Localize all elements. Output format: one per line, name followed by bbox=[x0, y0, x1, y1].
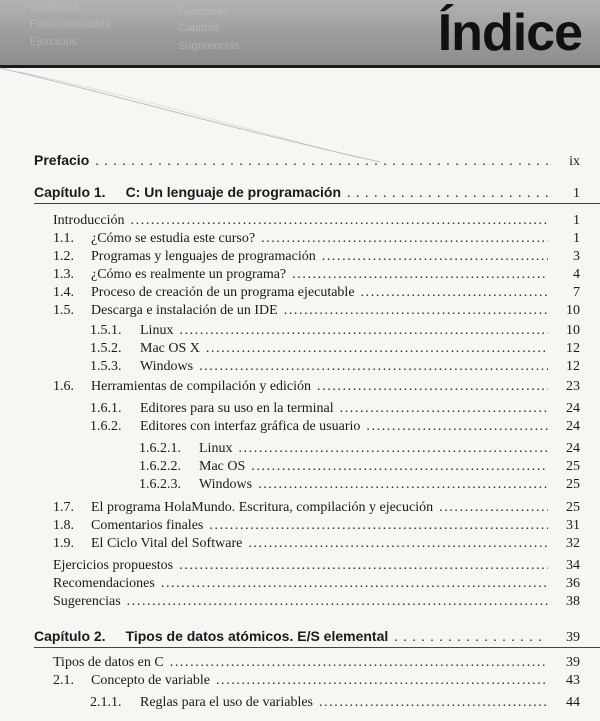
toc-entry bbox=[53, 575, 580, 593]
dot-leader bbox=[347, 185, 548, 203]
dot-leader bbox=[248, 535, 548, 553]
toc-entry-title: Ejercicios propuestos bbox=[53, 558, 174, 573]
toc-entry-page-number: 31 bbox=[566, 518, 580, 533]
toc-entry-title: Programas y lenguajes de programación bbox=[91, 249, 316, 264]
toc-entry bbox=[90, 694, 580, 712]
toc-entry bbox=[53, 672, 580, 690]
toc-entry-page-number: 25 bbox=[566, 500, 580, 515]
toc-entry-number: 1.5. bbox=[53, 303, 74, 318]
toc-entry-number: 1.6.2. bbox=[90, 419, 122, 434]
toc-entry bbox=[53, 535, 580, 553]
toc-entry-page-number: ix bbox=[569, 154, 580, 169]
dot-leader bbox=[206, 340, 548, 358]
toc-entry-number: 1.6.2.3. bbox=[139, 477, 181, 492]
bleed-through-text: Funcionalidades bbox=[30, 18, 111, 30]
toc-entry-title: Recomendaciones bbox=[53, 576, 155, 591]
toc-entry-title: El Ciclo Vital del Software bbox=[91, 536, 243, 551]
dot-leader bbox=[292, 266, 548, 284]
dot-leader bbox=[199, 358, 548, 376]
toc-entry-number: 2.1. bbox=[53, 673, 74, 688]
toc-entry bbox=[53, 212, 580, 230]
toc-entry-page-number: 7 bbox=[573, 285, 580, 300]
toc-entry-title: C: Un lenguaje de programación bbox=[125, 184, 342, 200]
dot-leader bbox=[209, 517, 548, 535]
dot-leader bbox=[95, 153, 548, 171]
toc-entry-number: 1.5.3. bbox=[90, 359, 122, 374]
toc-entry-page-number: 25 bbox=[566, 459, 580, 474]
toc-entry-page-number: 38 bbox=[566, 594, 580, 609]
dot-leader bbox=[361, 284, 548, 302]
toc-entry-number: 1.5.2. bbox=[90, 341, 122, 356]
toc-entry-title: ¿Cómo se estudia este curso? bbox=[91, 231, 256, 246]
dot-leader bbox=[394, 629, 548, 647]
toc-entry-number: 2.1.1. bbox=[90, 695, 122, 710]
toc-entry-number: Capítulo 2. bbox=[34, 628, 106, 644]
toc-entry-page-number: 12 bbox=[566, 341, 580, 356]
toc-entry bbox=[90, 322, 580, 340]
toc-entry-page-number: 1 bbox=[573, 231, 580, 246]
dot-leader bbox=[216, 672, 548, 690]
toc-entry-page-number: 39 bbox=[566, 655, 580, 670]
toc-entry-page-number: 24 bbox=[566, 441, 580, 456]
toc-entry bbox=[53, 284, 580, 302]
toc-entry-number: 1.6.2.2. bbox=[139, 459, 181, 474]
toc-entry-page-number: 1 bbox=[573, 186, 580, 201]
toc-entry-title: Linux bbox=[199, 441, 233, 456]
toc-entry-page-number: 23 bbox=[566, 379, 580, 394]
toc-entry-page-number: 32 bbox=[566, 536, 580, 551]
toc-entry-title: Editores para su uso en la terminal bbox=[140, 401, 334, 416]
toc-entry-page-number: 1 bbox=[573, 213, 580, 228]
toc-entry bbox=[90, 340, 580, 358]
toc-entry-number: 1.7. bbox=[53, 500, 74, 515]
toc-entry-title: El programa HolaMundo. Escritura, compilación y ejecución bbox=[91, 500, 434, 515]
chapter-rule bbox=[34, 203, 600, 204]
dot-leader bbox=[127, 593, 548, 611]
toc-entry-number: 1.6. bbox=[53, 379, 74, 394]
toc-entry-title: Mac OS bbox=[199, 459, 246, 474]
toc-entry-page-number: 36 bbox=[566, 576, 580, 591]
dot-leader bbox=[317, 378, 548, 396]
toc-entry-number: 1.9. bbox=[53, 536, 74, 551]
toc-chapter-entry bbox=[34, 627, 580, 645]
toc-entry-page-number: 34 bbox=[566, 558, 580, 573]
toc-entry bbox=[90, 400, 580, 418]
dot-leader bbox=[261, 230, 548, 248]
page-title: Índice bbox=[437, 4, 582, 62]
toc-entry bbox=[90, 418, 580, 436]
bleed-through-text: Capítulo 5. bbox=[30, 2, 84, 14]
toc-entry bbox=[139, 458, 580, 476]
toc-entry bbox=[139, 476, 580, 494]
dot-leader bbox=[439, 499, 548, 517]
toc-entry-page-number: 24 bbox=[566, 419, 580, 434]
page-header bbox=[0, 0, 600, 65]
dot-leader bbox=[238, 440, 548, 458]
toc-entry bbox=[53, 302, 580, 320]
toc-entry-page-number: 39 bbox=[566, 630, 580, 645]
toc-chapter-entry bbox=[34, 183, 580, 201]
toc-entry bbox=[53, 517, 580, 535]
toc-entry-number: 1.6.2.1. bbox=[139, 441, 181, 456]
toc-entry bbox=[53, 248, 580, 266]
toc-entry bbox=[53, 230, 580, 248]
dot-leader bbox=[284, 302, 548, 320]
toc-entry-page-number: 12 bbox=[566, 359, 580, 374]
toc-entry-page-number: 44 bbox=[566, 695, 580, 710]
dot-leader bbox=[319, 694, 548, 712]
toc-entry-title: Sugerencias bbox=[53, 594, 121, 609]
dot-leader bbox=[366, 418, 548, 436]
toc-entry bbox=[53, 654, 580, 672]
toc-entry-page-number: 10 bbox=[566, 323, 580, 338]
dot-leader bbox=[258, 476, 548, 494]
toc-chapter-entry bbox=[34, 151, 580, 169]
toc-entry-title: Proceso de creación de un programa ejecutable bbox=[91, 285, 355, 300]
toc-entry bbox=[53, 378, 580, 396]
toc-entry-number: 1.3. bbox=[53, 267, 74, 282]
toc-entry bbox=[139, 440, 580, 458]
toc-entry-title: ¿Cómo es realmente un programa? bbox=[91, 267, 287, 282]
toc-entry-number: Capítulo 1. bbox=[34, 184, 106, 200]
dot-leader bbox=[161, 575, 548, 593]
toc-entry-number: 1.5.1. bbox=[90, 323, 122, 338]
toc-entry-title: Windows bbox=[199, 477, 253, 492]
dot-leader bbox=[131, 212, 548, 230]
toc-entry bbox=[53, 266, 580, 284]
dot-leader bbox=[170, 654, 548, 672]
toc-entry bbox=[90, 358, 580, 376]
toc-entry-title: Comentarios finales bbox=[91, 518, 204, 533]
toc-entry-title: Tipos de datos atómicos. E/S elemental bbox=[125, 628, 389, 644]
toc-entry-title: Editores con interfaz gráfica de usuario bbox=[140, 419, 361, 434]
toc-entry-page-number: 4 bbox=[573, 267, 580, 282]
dot-leader bbox=[179, 557, 548, 575]
toc-entry-number: 1.6.1. bbox=[90, 401, 122, 416]
bleed-through-text: Capítulo bbox=[178, 22, 219, 34]
toc-entry-page-number: 10 bbox=[566, 303, 580, 318]
toc-entry-title: Descarga e instalación de un IDE bbox=[91, 303, 278, 318]
toc-entry-title: Windows bbox=[140, 359, 194, 374]
toc-entry-title: Herramientas de compilación y edición bbox=[91, 379, 312, 394]
toc-entry-title: Concepto de variable bbox=[91, 673, 210, 688]
toc-entry-page-number: 43 bbox=[566, 673, 580, 688]
toc-entry-title: Tipos de datos en C bbox=[53, 655, 164, 670]
bleed-through-text: Ejercicios bbox=[30, 36, 78, 48]
toc-entry-title: Reglas para el uso de variables bbox=[140, 695, 313, 710]
bleed-through-text: Sugerencias bbox=[178, 40, 240, 52]
toc-entry bbox=[53, 557, 580, 575]
toc-entry-number: 1.4. bbox=[53, 285, 74, 300]
toc-entry-page-number: 25 bbox=[566, 477, 580, 492]
toc-entry-title: Linux bbox=[140, 323, 174, 338]
toc-entry-title: Mac OS X bbox=[140, 341, 200, 356]
toc-entry-page-number: 3 bbox=[573, 249, 580, 264]
dot-leader bbox=[322, 248, 548, 266]
toc-entry-number: 1.2. bbox=[53, 249, 74, 264]
toc-entry-title: Prefacio bbox=[34, 152, 90, 168]
dot-leader bbox=[340, 400, 548, 418]
toc-entry bbox=[53, 593, 580, 611]
dot-leader bbox=[251, 458, 548, 476]
dot-leader bbox=[179, 322, 548, 340]
toc-entry bbox=[53, 499, 580, 517]
bleed-through-text: Funciones bbox=[178, 6, 229, 18]
chapter-rule bbox=[34, 647, 600, 648]
toc-entry-number: 1.1. bbox=[53, 231, 74, 246]
toc-entry-page-number: 24 bbox=[566, 401, 580, 416]
toc-entry-title: Introducción bbox=[53, 213, 125, 228]
toc-entry-number: 1.8. bbox=[53, 518, 74, 533]
